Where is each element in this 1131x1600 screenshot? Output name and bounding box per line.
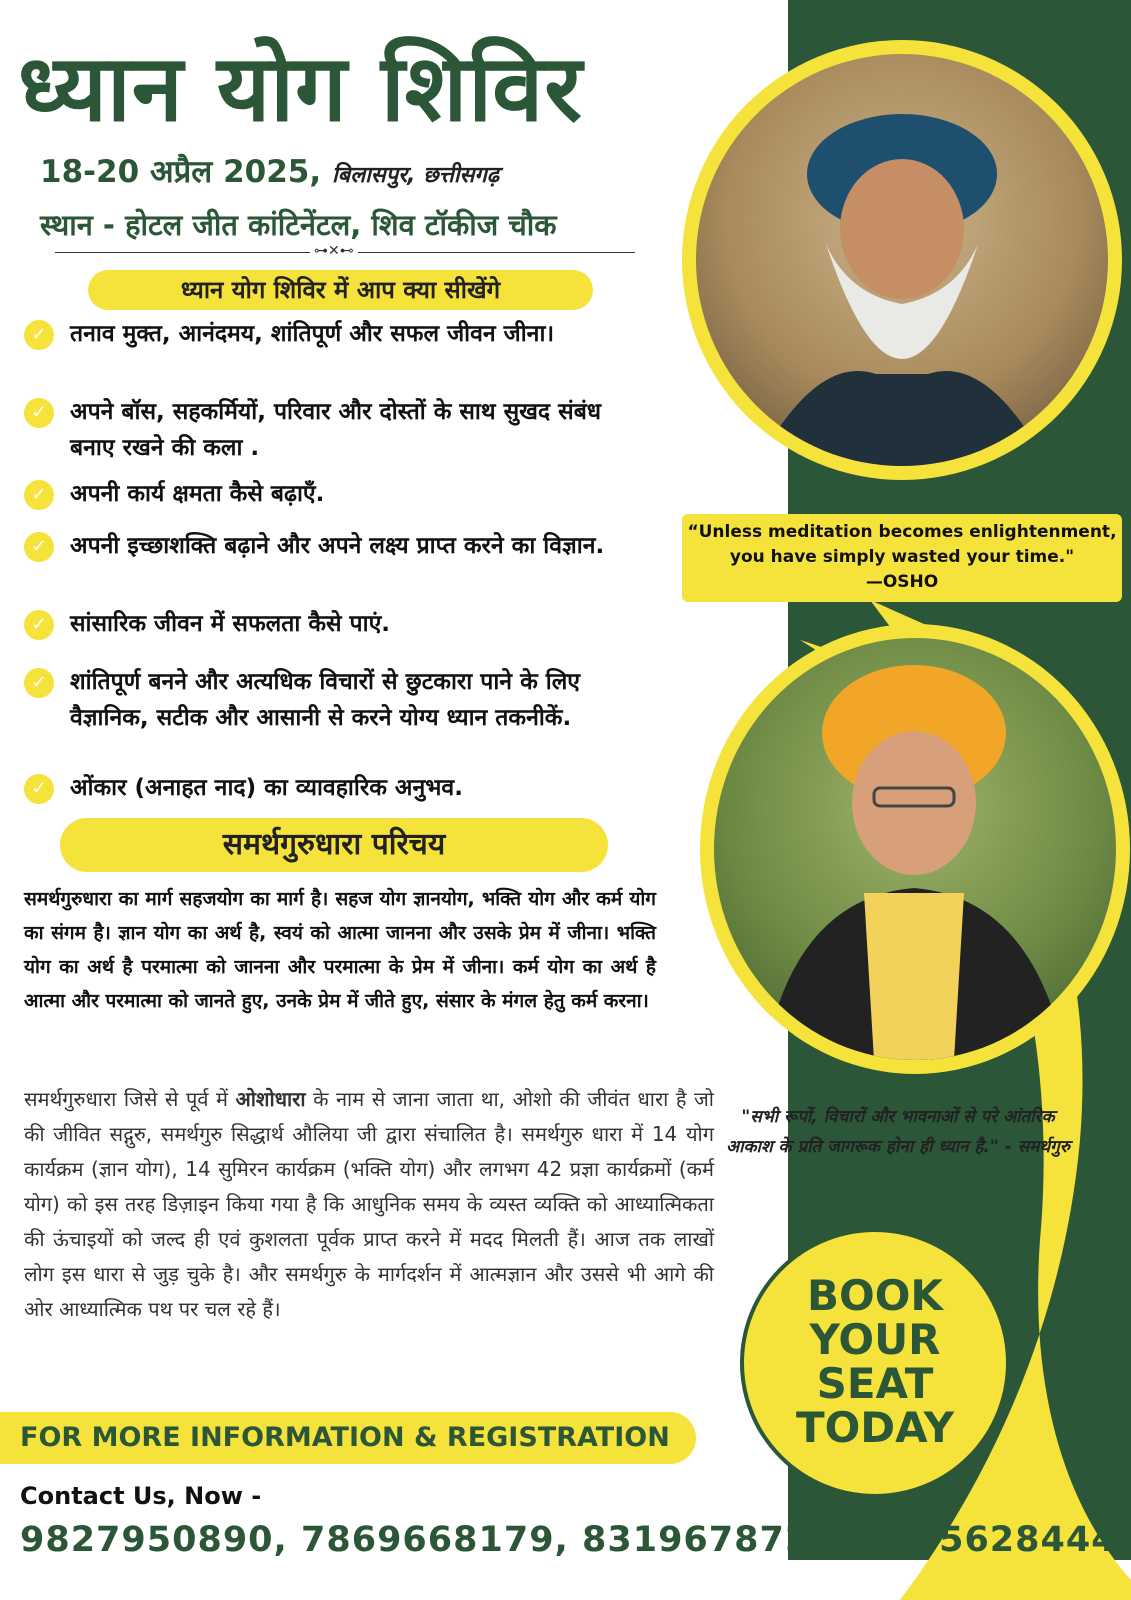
list-item-text: सांसारिक जीवन में सफलता कैसे पाएं. bbox=[70, 611, 391, 637]
osho-quote-line1: “Unless meditation becomes enlightenment, bbox=[687, 522, 1117, 542]
intro-paragraph-bold: समर्थगुरुधारा का मार्ग सहजयोग का मार्ग है। सहज योग ज्ञानयोग, भक्ति योग और कर्म योग का संगम है। ज्ञान योग का अर्थ है, स्वयं को आत्मा जानना और उसके प्रेम में जीना। भक्ति योग का अर्थ है परमात्मा को जानना और परमात्मा के प्रेम में जीना। कर्म योग का अर्थ है आत्मा और परमात्मा को जानते हुए, उनके प्रेम में जीते हुए, संसार के मंगल हेतु कर्म करना। bbox=[24, 888, 656, 1012]
list-item bbox=[24, 476, 644, 512]
list-item-text: अपनी कार्य क्षमता कैसे बढ़ाएँ. bbox=[70, 481, 325, 507]
learn-heading: ध्यान योग शिविर में आप क्या सीखेंगे bbox=[88, 270, 593, 310]
event-date: 18-20 अप्रैल 2025, bbox=[40, 154, 322, 190]
intro-paragraph bbox=[24, 1082, 714, 1327]
book-seat-badge[interactable] bbox=[740, 1228, 1010, 1498]
check-icon: ✓ bbox=[24, 668, 54, 698]
intro-text-start: समर्थगुरुधारा जिसे से पूर्व में bbox=[24, 1087, 236, 1111]
osho-portrait-illustration bbox=[696, 54, 1108, 466]
list-item-text: शांतिपूर्ण बनने और अत्यधिक विचारों से छुटकारा पाने के लिए वैज्ञानिक, सटीक और आसानी से करने योग्य ध्यान तकनीकें. bbox=[70, 669, 581, 731]
check-icon: ✓ bbox=[24, 480, 54, 510]
guru-portrait bbox=[714, 638, 1116, 1060]
phone-numbers[interactable]: 9827950890, 7869668179, 8319678722, 9685628444 bbox=[20, 1520, 1117, 1560]
list-item bbox=[24, 316, 644, 352]
list-item-text: अपनी इच्छाशक्ति बढ़ाने और अपने लक्ष्य प्राप्त करने का विज्ञान. bbox=[70, 533, 605, 559]
osho-quote bbox=[682, 514, 1122, 602]
intro-text-rest: के नाम से जाना जाता था, ओशो की जीवंत धारा है जो की जीवित सद्गुरु, समर्थगुरु सिद्धार्थ औलिया जी द्वारा संचालित है। समर्थगुरु धारा में 14 योग कार्यक्रम (ज्ञान योग), 14 सुमिरन कार्यक्रम (भक्ति योग) और लगभग 42 प्रज्ञा कार्यक्रमों (कर्म योग) को इस तरह डिज़ाइन किया गया है कि आधुनिक समय के व्यस्त व्यक्ति को आध्यात्मिकता की ऊंचाइयों को जल्द ही एवं कुशलता पूर्वक प्राप्त करने में मदद मिलती हैं। आज तक लाखों लोग इस धारा से जुड़ चुके है। और समर्थगुरु के मार्गदर्शन में आत्मज्ञान और उससे भी आगे की ओर आध्यात्मिक पथ पर चल रहे हैं। bbox=[24, 1087, 714, 1321]
event-city: बिलासपुर, छत्तीसगढ़ bbox=[331, 163, 500, 188]
check-icon: ✓ bbox=[24, 610, 54, 640]
intro-heading: समर्थगुरुधारा परिचय bbox=[60, 818, 608, 872]
list-item-text: अपने बॉस, सहकर्मियों, परिवार और दोस्तों के साथ सुखद संबंध बनाए रखने की कला . bbox=[70, 399, 601, 461]
page-title: ध्यान योग शिविर bbox=[18, 35, 583, 142]
info-registration-banner: FOR MORE INFORMATION & REGISTRATION bbox=[0, 1412, 696, 1464]
osho-portrait-frame bbox=[682, 40, 1122, 480]
list-item bbox=[24, 664, 644, 736]
list-item-text: तनाव मुक्त, आनंदमय, शांतिपूर्ण और सफल जीवन जीना। bbox=[70, 321, 555, 347]
check-icon: ✓ bbox=[24, 774, 54, 804]
cta-word: TODAY bbox=[795, 1403, 955, 1452]
list-item bbox=[24, 394, 644, 466]
event-date-location bbox=[40, 150, 499, 192]
osho-quote-author: —OSHO bbox=[865, 572, 939, 592]
intro-highlight: ओशोधारा bbox=[235, 1087, 306, 1111]
check-icon: ✓ bbox=[24, 532, 54, 562]
list-item bbox=[24, 528, 644, 564]
osho-portrait bbox=[696, 54, 1108, 466]
list-item-text: ओंकार (अनाहत नाद) का व्यावहारिक अनुभव. bbox=[70, 775, 463, 801]
guru-portrait-frame bbox=[700, 624, 1130, 1074]
contact-label: Contact Us, Now - bbox=[20, 1482, 262, 1510]
list-item bbox=[24, 770, 644, 806]
osho-quote-line2: you have simply wasted your time." bbox=[729, 547, 1075, 567]
cta-word: SEAT bbox=[816, 1359, 934, 1408]
cta-word: YOUR bbox=[809, 1315, 941, 1364]
guru-quote: "सभी रूपों, विचारों और भावनाओं से परे आंतरिक आकाश के प्रति जागरूक होना ही ध्यान है." - समर्थगुरु bbox=[726, 1107, 1070, 1157]
check-icon: ✓ bbox=[24, 320, 54, 350]
event-venue: स्थान - होटल जीत कांटिनेंटल, शिव टॉकीज चौक bbox=[40, 208, 557, 242]
check-icon: ✓ bbox=[24, 398, 54, 428]
cta-word: BOOK bbox=[807, 1271, 943, 1320]
divider-ornament: ⊶✕⊷ bbox=[310, 243, 358, 259]
list-item bbox=[24, 606, 644, 642]
guru-portrait-illustration bbox=[714, 638, 1116, 1060]
